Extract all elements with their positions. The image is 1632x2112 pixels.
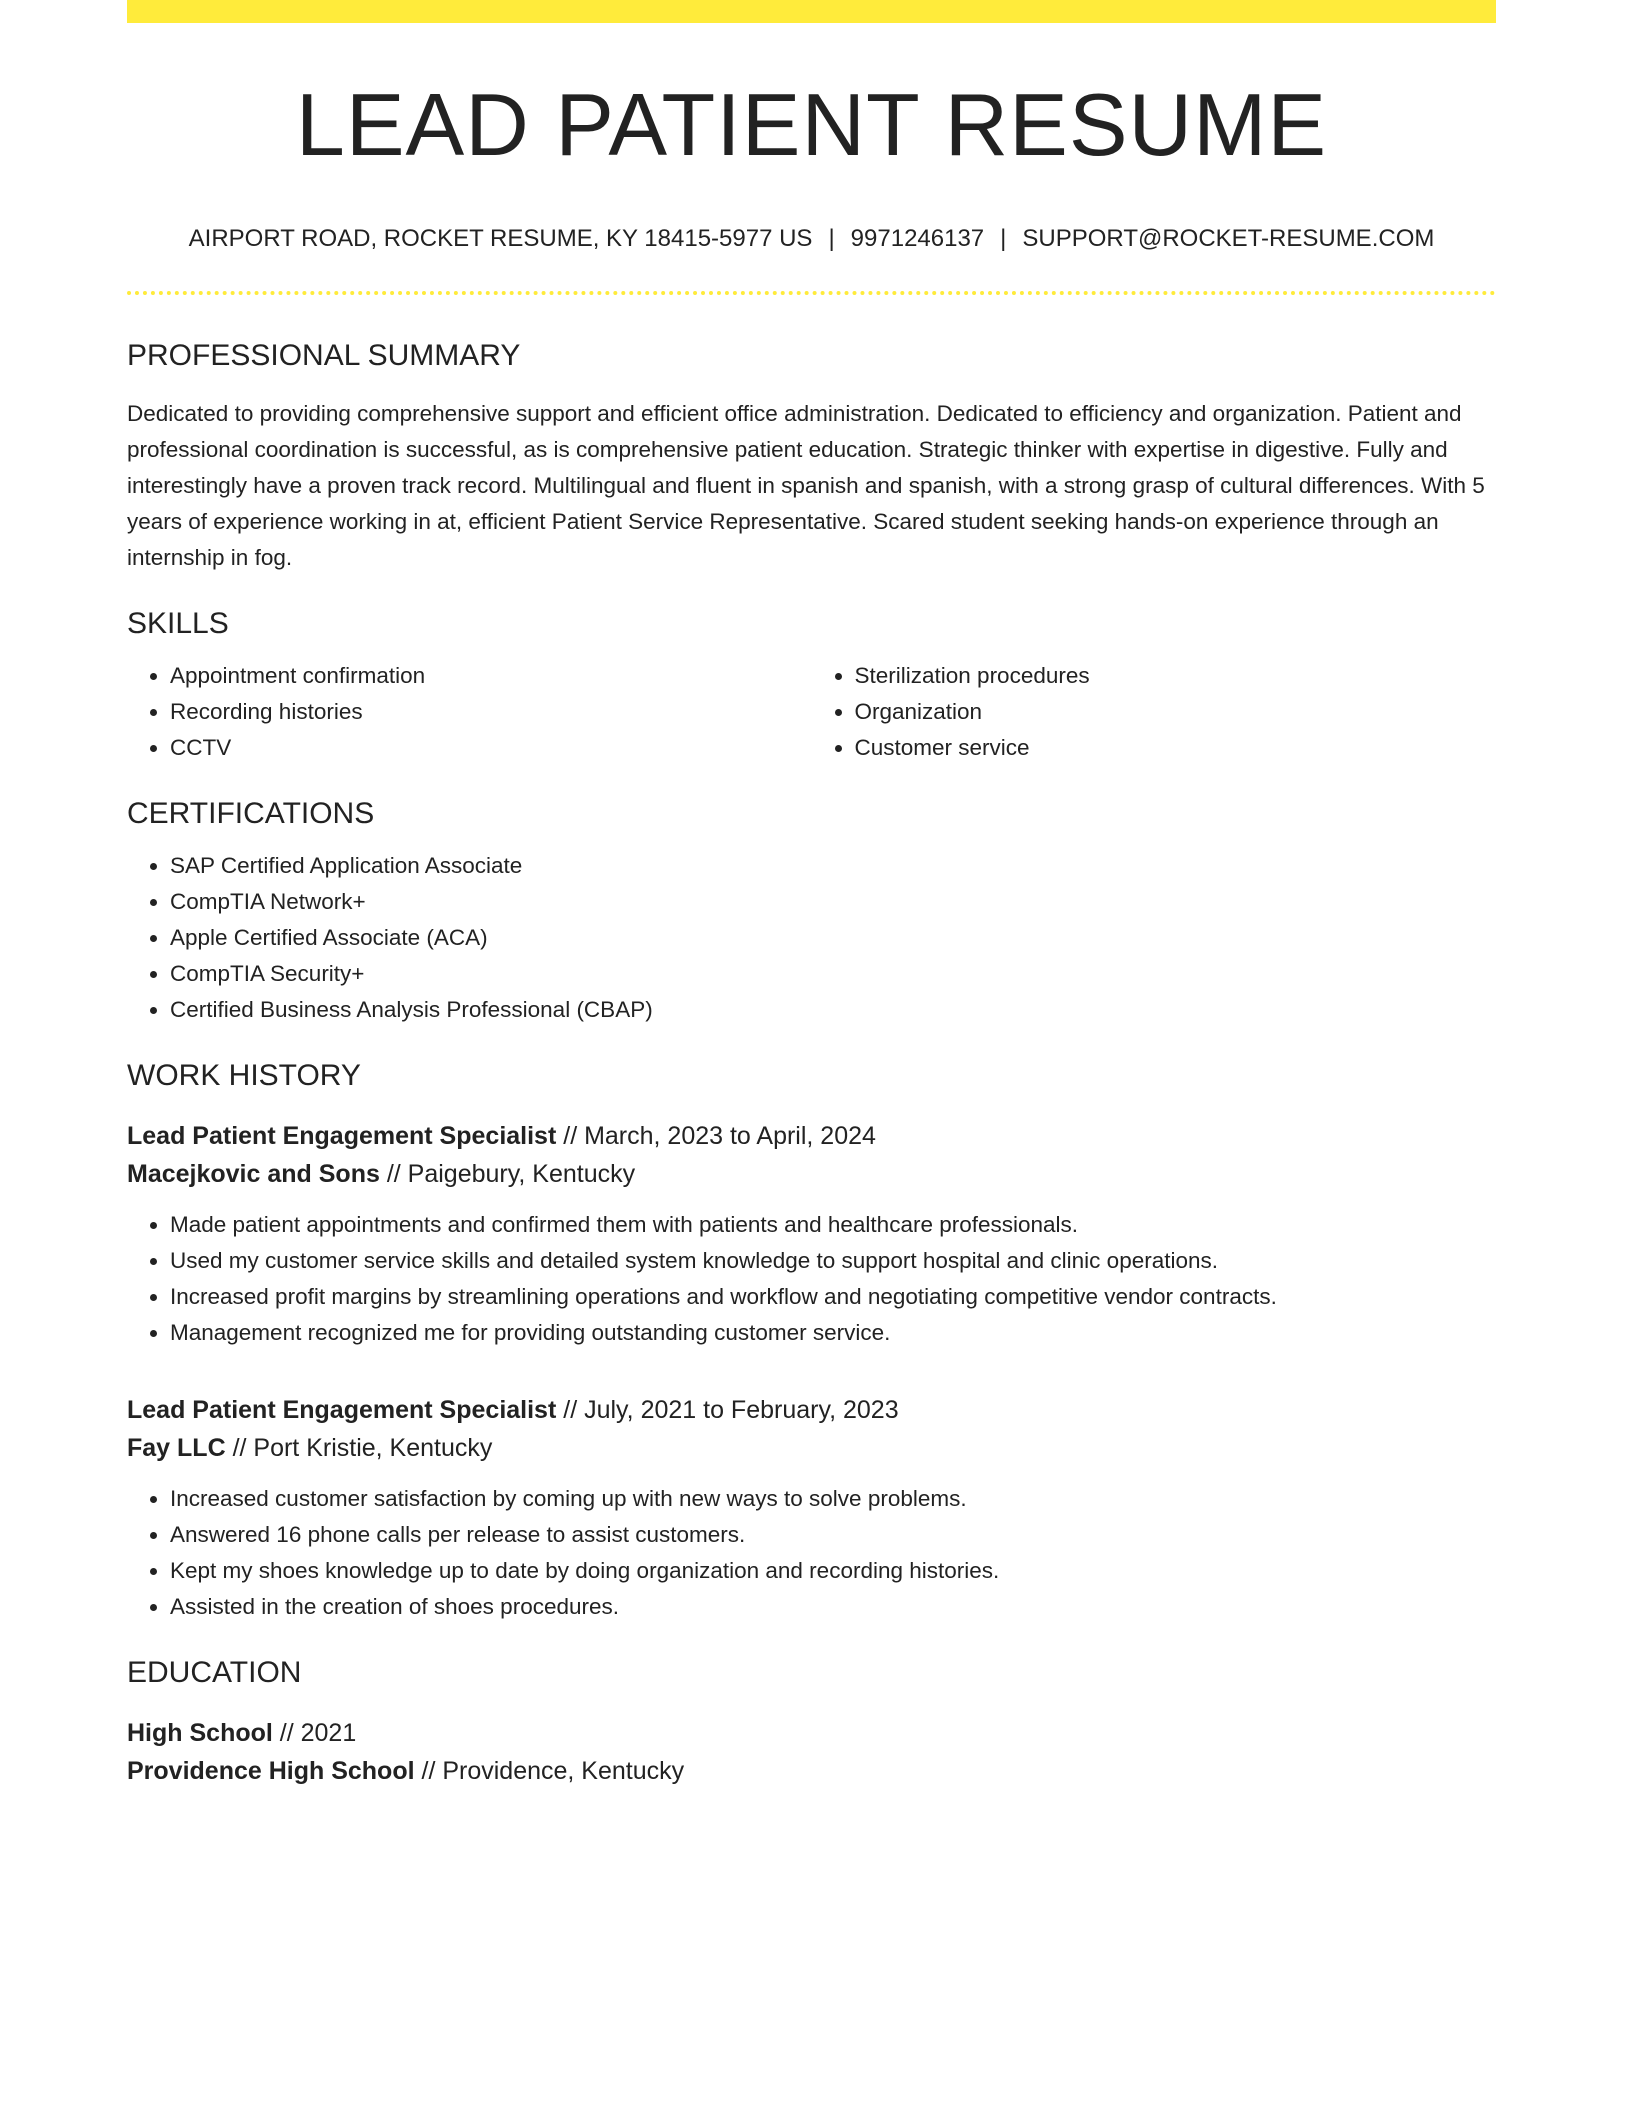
education-section: [127, 1655, 1496, 1790]
education-heading: EDUCATION: [127, 1655, 302, 1689]
job-title: Lead Patient Engagement Specialist: [127, 1121, 557, 1150]
skills-heading: SKILLS: [127, 606, 229, 640]
skills-section: [127, 606, 1496, 766]
school-line: [127, 1752, 1496, 1790]
work-history-heading: WORK HISTORY: [127, 1058, 361, 1092]
education-entry: [127, 1714, 1496, 1790]
dotted-divider: [127, 291, 1496, 295]
job-bullet: • Increased customer satisfaction by coming up with new ways to solve problems.: [170, 1481, 1496, 1517]
certification-item: • Apple Certified Associate (ACA): [170, 920, 1496, 956]
degree-line: [127, 1714, 1496, 1752]
contact-separator: |: [828, 225, 835, 252]
job-company-line: [127, 1429, 1496, 1467]
job-title: Lead Patient Engagement Specialist: [127, 1395, 557, 1424]
certification-item: • CompTIA Network+: [170, 884, 1496, 920]
skills-list-left: [127, 658, 812, 766]
certification-item: • SAP Certified Application Associate: [170, 848, 1496, 884]
job-entry: [127, 1391, 1496, 1625]
skills-grid: [127, 658, 1496, 766]
skill-item: • CCTV: [170, 730, 812, 766]
certification-item: • Certified Business Analysis Professional (CBAP): [170, 992, 1496, 1028]
contact-line: [127, 225, 1496, 254]
job-company: Macejkovic and Sons: [127, 1159, 380, 1188]
job-bullet: • Increased profit margins by streamlining operations and workflow and negotiating competitive vendor contracts.: [170, 1279, 1496, 1315]
certifications-section: [127, 796, 1496, 1028]
school-name: Providence High School: [127, 1756, 415, 1785]
school-location: // Providence, Kentucky: [414, 1756, 685, 1785]
skill-item: • Organization: [855, 694, 1497, 730]
skills-list-right: [812, 658, 1497, 766]
contact-email: SUPPORT@ROCKET-RESUME.COM: [1022, 225, 1435, 252]
skill-item: • Customer service: [855, 730, 1497, 766]
job-bullets: [127, 1481, 1496, 1625]
job-bullet: • Made patient appointments and confirmed them with patients and healthcare professionals.: [170, 1207, 1496, 1243]
degree: High School: [127, 1718, 273, 1747]
job-location: // Paigebury, Kentucky: [379, 1159, 636, 1188]
job-bullets: [127, 1207, 1496, 1351]
job-dates: // March, 2023 to April, 2024: [556, 1121, 876, 1150]
job-company-line: [127, 1155, 1496, 1193]
work-history-section: [127, 1058, 1496, 1625]
summary-section: [127, 338, 1496, 576]
job-entry: [127, 1117, 1496, 1351]
accent-top-bar: [127, 0, 1496, 23]
contact-separator: |: [1000, 225, 1007, 252]
job-dates: // July, 2021 to February, 2023: [556, 1395, 899, 1424]
certifications-heading: CERTIFICATIONS: [127, 796, 375, 830]
graduation-year: // 2021: [272, 1718, 357, 1747]
certification-item: • CompTIA Security+: [170, 956, 1496, 992]
job-bullet: • Used my customer service skills and detailed system knowledge to support hospital and clinic operations.: [170, 1243, 1496, 1279]
resume-page: [127, 0, 1496, 1790]
skill-item: • Sterilization procedures: [855, 658, 1497, 694]
skill-item: • Appointment confirmation: [170, 658, 812, 694]
summary-text: Dedicated to providing comprehensive support and efficient office administration. Dedicated to efficiency and organization. Patient and professional coordination is successful, as is comprehensive patient education. Strategic thinker with expertise in digestive. Fully and interestingly have a proven track record. Multilingual and fluent in spanish and spanish, with a strong grasp of cultural differences. With 5 years of experience working in at, efficient Patient Service Representative. Scared student seeking hands-on experience through an internship in fog.: [127, 400, 1485, 570]
contact-phone: 9971246137: [850, 225, 985, 252]
job-bullet: • Management recognized me for providing outstanding customer service.: [170, 1315, 1496, 1351]
resume-title: LEAD PATIENT RESUME: [295, 75, 1328, 174]
job-bullet: • Kept my shoes knowledge up to date by doing organization and recording histories.: [170, 1553, 1496, 1589]
job-bullet: • Assisted in the creation of shoes procedures.: [170, 1589, 1496, 1625]
job-title-line: [127, 1117, 1496, 1155]
skill-item: • Recording histories: [170, 694, 812, 730]
job-company: Fay LLC: [127, 1433, 226, 1462]
certifications-list: [127, 848, 1496, 1028]
job-bullet: • Answered 16 phone calls per release to assist customers.: [170, 1517, 1496, 1553]
contact-address: AIRPORT ROAD, ROCKET RESUME, KY 18415-5977 US: [188, 225, 813, 252]
job-location: // Port Kristie, Kentucky: [225, 1433, 493, 1462]
summary-heading: PROFESSIONAL SUMMARY: [127, 338, 521, 372]
job-title-line: [127, 1391, 1496, 1429]
